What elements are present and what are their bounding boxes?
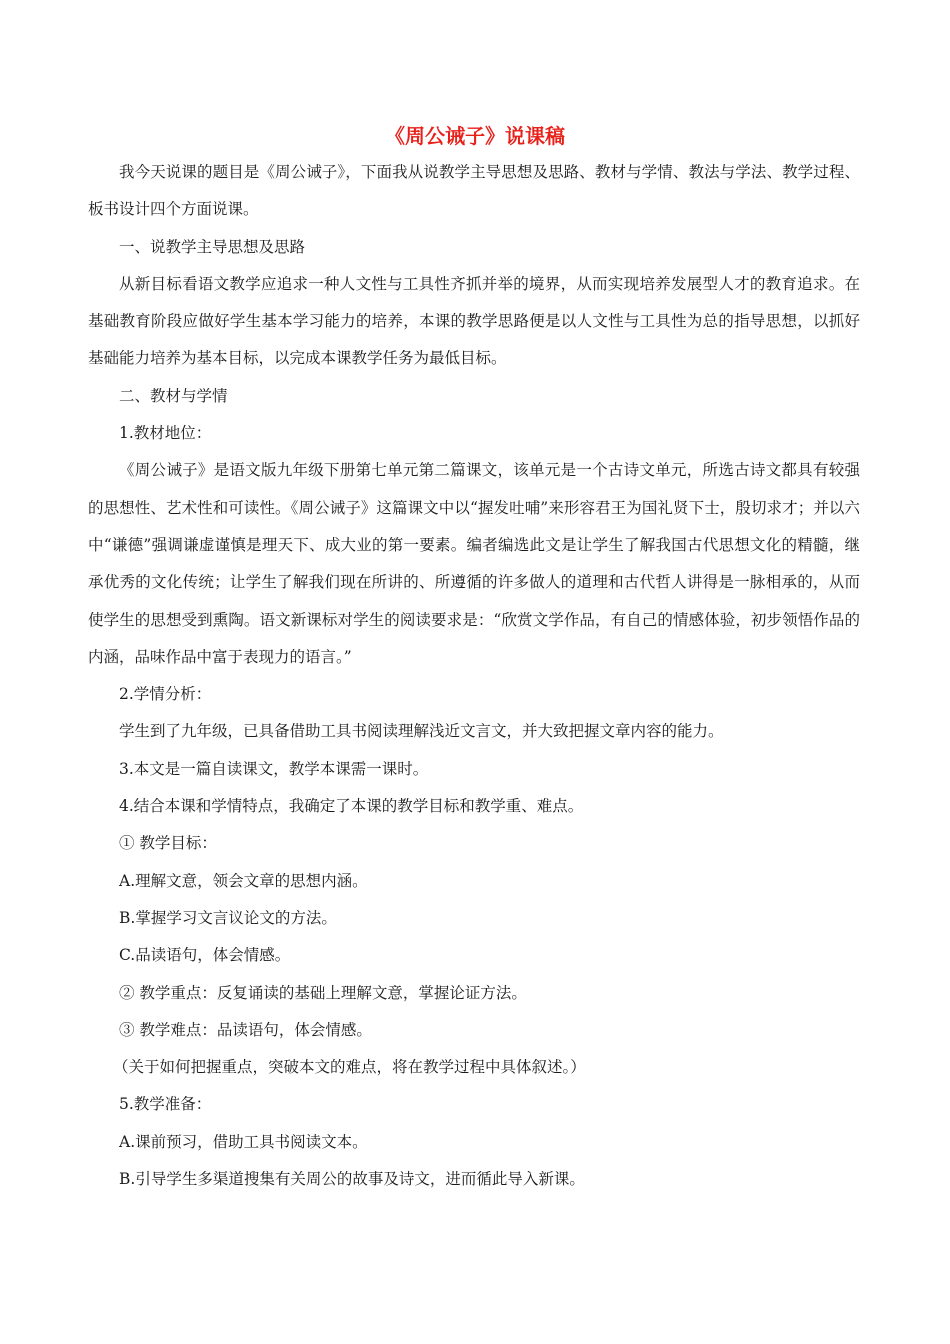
list-item: C.品读语句，体会情感。 — [119, 946, 291, 965]
document-title: 《周公诫子》说课稿 — [385, 124, 565, 148]
list-item: A.课前预习，借助工具书阅读文本。 — [119, 1132, 368, 1151]
subheading-5: 5.教学准备： — [119, 1095, 212, 1114]
note-paragraph: （关于如何把握重点，突破本文的难点，将在教学过程中具体叙述。） — [113, 1058, 586, 1077]
list-item: B.掌握学习文言议论文的方法。 — [119, 908, 337, 927]
body-paragraph: 《周公诫子》是语文版九年级下册第七单元第二篇课文，该单元是一个古诗文单元，所选古诗文都具有较强的思想性、艺术性和可读性。《周公诫子》这篇课文中以“握发吐哺”来形容君王为国礼贤下士，殷切求才；并以六中“谦德”强调谦虚谨慎是理天下、成大业的第一要素。编者编选此文是让学生了解我国古代思想文化的精髓，继承优秀的文化传统；让学生了解我们现在所讲的、所遵循的许多做人的道理和古代哲人讲得是一脉相承的，从而使学生的思想受到熏陶。语文新课标对学生的阅读要求是：“欣赏文学作品，有自己的情感体验，初步领悟作品的内涵，品味作品中富于表现力的语言。” — [88, 461, 860, 666]
section-heading-2: 二、教材与学情 — [119, 386, 228, 405]
document-body — [88, 154, 860, 1198]
list-item: 3.本文是一篇自读课文，教学本课需一课时。 — [119, 759, 429, 778]
list-item: ② 教学重点：反复诵读的基础上理解文意，掌握论证方法。 — [119, 983, 527, 1002]
list-item: 4.结合本课和学情特点，我确定了本课的教学目标和教学重、难点。 — [119, 797, 584, 816]
subheading-2: 2.学情分析： — [119, 685, 212, 704]
body-paragraph: 从新目标看语文教学应追求一种人文性与工具性齐抓并举的境界，从而实现培养发展型人才的教育追求。在基础教育阶段应做好学生基本学习能力的培养，本课的教学思路便是以人文性与工具性为总的指导思想，以抓好基础能力培养为基本目标，以完成本课教学任务为最低目标。 — [88, 274, 860, 368]
list-item: B.引导学生多渠道搜集有关周公的故事及诗文，进而循此导入新课。 — [119, 1170, 585, 1189]
body-paragraph: 学生到了九年级，已具备借助工具书阅读理解浅近文言文，并大致把握文章内容的能力。 — [119, 722, 724, 741]
subheading-1: 1.教材地位： — [119, 424, 212, 443]
list-item: A.理解文意，领会文章的思想内涵。 — [119, 871, 368, 890]
intro-paragraph: 我今天说课的题目是《周公诫子》，下面我从说教学主导思想及思路、教材与学情、教法与学法、教学过程、板书设计四个方面说课。 — [88, 163, 860, 219]
list-item: ① 教学目标： — [119, 834, 217, 853]
list-item: ③ 教学难点：品读语句，体会情感。 — [119, 1020, 372, 1039]
section-heading-1: 一、说教学主导思想及思路 — [119, 237, 306, 256]
